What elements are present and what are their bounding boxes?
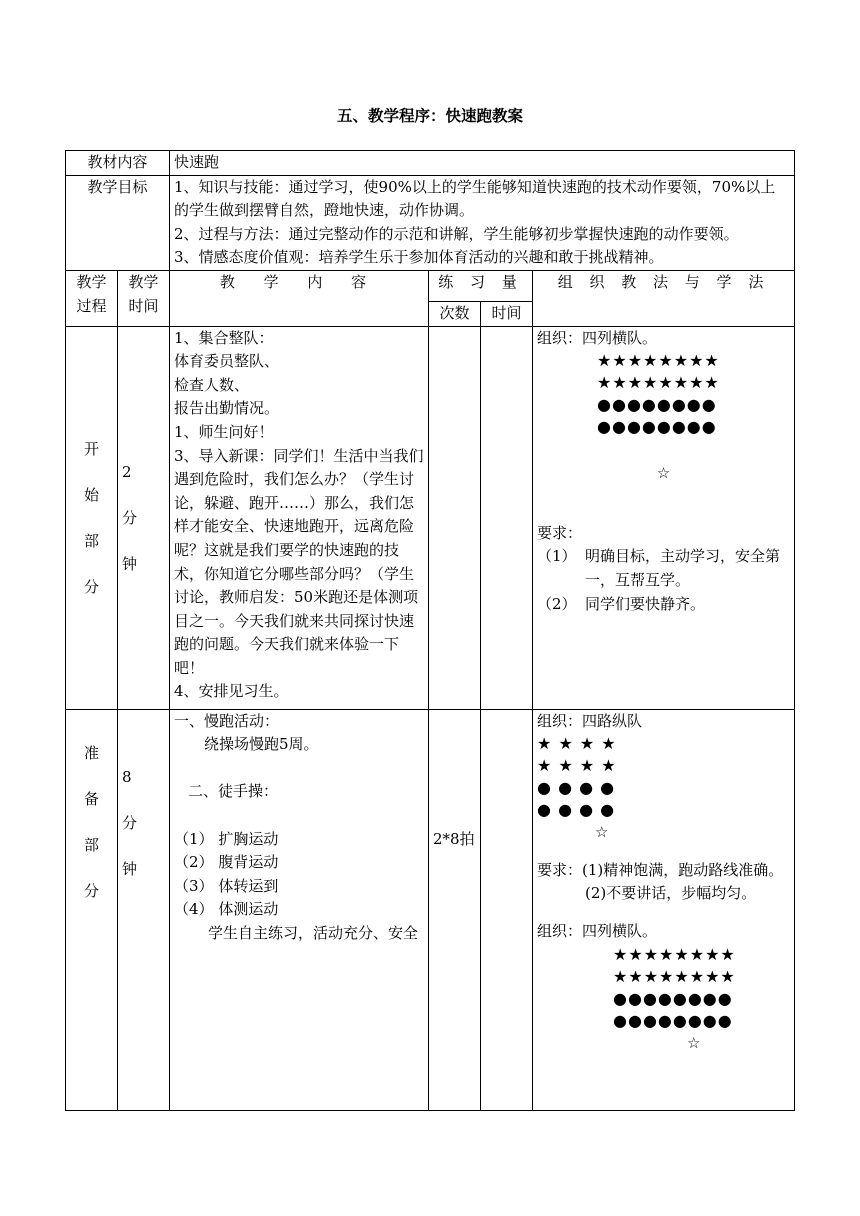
content-line: 1、师生问好！ [174,422,274,441]
start-phase-char: 部 [83,531,99,550]
start-phase-char: 分 [83,577,99,596]
teacher-star-icon: ☆ [656,464,671,483]
header-process: 教学过程 [66,270,118,326]
prep-phase-char: 分 [83,881,99,900]
formation-grid [537,944,790,1032]
formation-grid [537,350,790,438]
formation-row-stars: ★ ★ ★ ★ [537,756,617,776]
content-line [174,757,424,781]
prep-section-row [66,709,795,1110]
prep-time-char: 8 [122,767,132,786]
header-content: 教 学 内 容 [170,270,429,326]
goal-label: 教学目标 [66,175,170,270]
org-label: 组织：四列横队。 [537,921,658,940]
formation-row-stars: ★★★★★★★★ [613,966,736,986]
org-label: 组织：四路纵队 [537,711,643,730]
content-line [174,804,424,828]
start-content [170,326,429,709]
content-line: 3、导入新课：同学们！生活中当我们遇到危险时，我们怎么办？（学生讨论，躲避、跑开……）那么，我们怎样才能安全、快速地跑开，远离危险呢？这就是我们要学的快速跑的技术，你知道它分哪些部分吗？（学生讨论，教师启发：50米跑还是体测项目之一。今天我们就来共同探讨快速跑的问题。今天我们就来体验一下吧！ [174,446,424,677]
content-line: 1、集合整队： [174,328,274,347]
start-section-row [66,326,795,709]
prep-time-char: 钟 [122,859,138,878]
start-phase-char: 开 [83,439,99,458]
content-line: （4） 体测运动 [174,900,279,919]
org-label: 组织：四列横队。 [537,328,658,347]
formation-row-dots: ● ● ● ● [537,778,616,798]
formation-row-stars: ★ ★ ★ ★ [537,734,617,754]
header-duration: 时间 [481,301,533,326]
requirement-label: 要求： [537,523,583,542]
prep-time-char: 分 [122,813,138,832]
goal-row [66,175,795,270]
prep-phase-char: 备 [83,789,99,808]
content-line: 检查人数、 [174,375,250,394]
formation-row-stars: ★★★★★★★★ [597,351,720,371]
content-line: 4、安排见习生。 [174,682,289,701]
content-line: （1） 扩胸运动 [174,829,279,848]
content-line: 绕操场慢跑5周。 [204,735,319,754]
goal-item: 1、知识与技能：通过学习，使90%以上的学生能够知道快速跑的技术动作要领，70%以上的学生做到摆臂自然，蹬地快速，动作协调。 [174,177,776,220]
prep-content [170,709,429,1110]
lesson-plan-table [65,150,795,1111]
teacher-star-icon: ☆ [595,823,609,842]
content-line: 一、慢跑活动： [174,711,280,730]
requirement-item: （2） 同学们要快静齐。 [537,594,706,613]
start-time-char: 钟 [122,554,138,573]
goal-item: 3、情感态度价值观：培养学生乐于参加体育活动的兴趣和敢于挑战精神。 [174,248,664,267]
formation-row-dots: ●●●●●●●● [597,417,717,437]
formation-row-stars: ★★★★★★★★ [613,944,736,964]
start-duration [481,326,533,709]
start-phase [66,326,118,709]
content-line: （3） 体转运到 [174,876,279,895]
prep-phase-char: 部 [83,835,99,854]
page-title: 五、教学程序：快速跑教案 [336,107,523,125]
goal-item: 2、过程与方法：通过完整动作的示范和讲解，学生能够初步掌握快速跑的动作要领。 [174,224,739,243]
formation-row-dots: ●●●●●●●● [613,1010,733,1030]
content-line: 二、徒手操： [188,782,279,801]
header-row [66,270,795,301]
prep-duration [481,709,533,1110]
formation-row-dots: ●●●●●●●● [597,395,717,415]
start-time-char: 2 [122,462,132,481]
prep-phase-char: 准 [83,743,99,762]
start-count [429,326,481,709]
prep-phase [66,709,118,1110]
prep-method [533,709,795,1110]
header-time: 教学时间 [118,270,170,326]
start-time-char: 分 [122,508,138,527]
requirement-item: （1） 明确目标，主动学习，安全第一，互帮互学。 [537,547,781,589]
requirement-item: 要求：(1)精神饱满，跑动路线准确。 [537,860,784,879]
content-line: 体育委员整队、 [174,352,280,371]
formation-row-dots: ●●●●●●●● [613,988,733,1008]
prep-time [118,709,170,1110]
teacher-star-icon: ☆ [687,1033,701,1052]
content-line: 报告出勤情况。 [174,399,280,418]
goal-list [170,175,795,270]
formation-row-stars: ★★★★★★★★ [597,373,720,393]
header-practice: 练 习 量 [429,270,533,301]
material-value: 快速跑 [170,151,795,176]
start-phase-char: 始 [83,485,99,504]
header-count: 次数 [429,301,481,326]
header-method: 组 织 教 法 与 学 法 [533,270,795,326]
content-line: （2） 腹背运动 [174,853,279,872]
requirement-item: (2)不要讲话，步幅均匀。 [585,884,757,903]
material-row [66,151,795,176]
start-method [533,326,795,709]
start-time [118,326,170,709]
material-label: 教材内容 [66,151,170,176]
formation-row-dots: ● ● ● ● [537,800,616,820]
content-line: 学生自主练习，活动充分、安全 [208,923,419,942]
prep-count: 2*8拍 [429,709,481,1110]
